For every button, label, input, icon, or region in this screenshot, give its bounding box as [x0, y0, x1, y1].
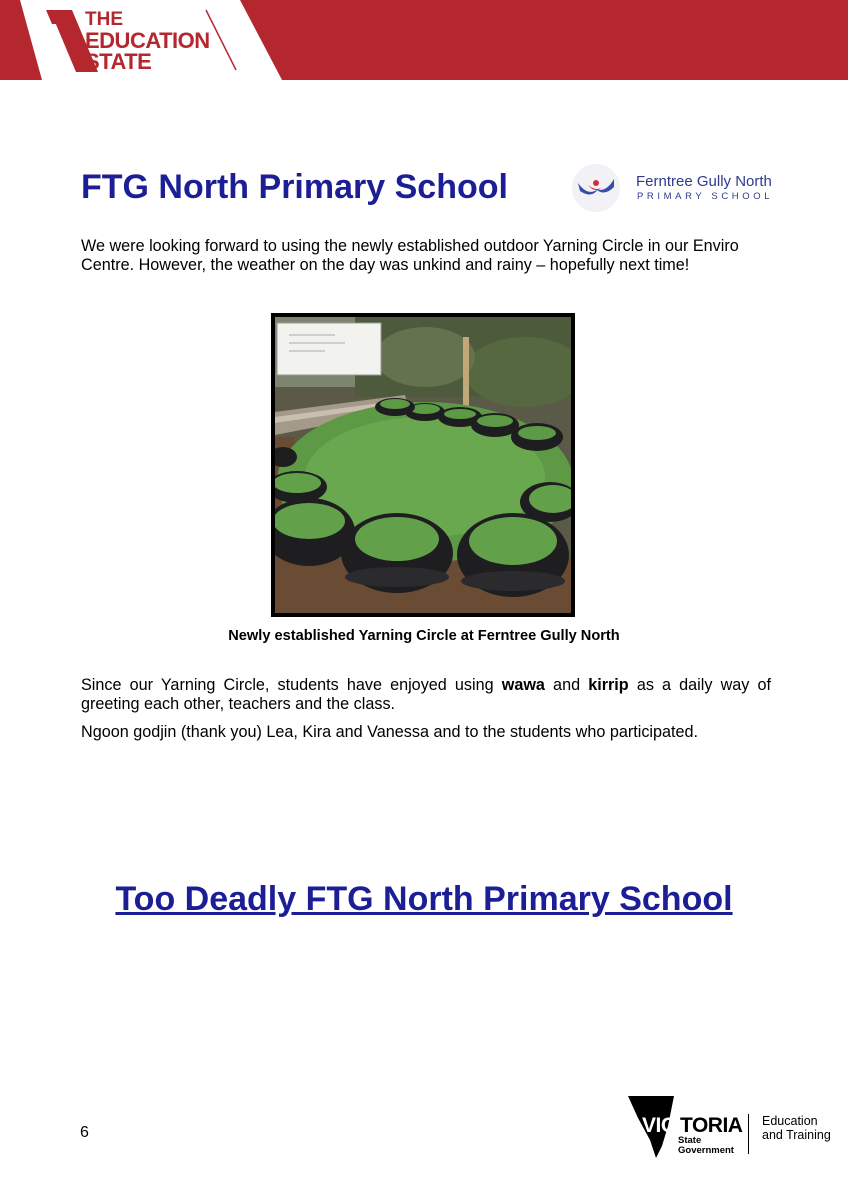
- victoria-wordmark-part2: TORIA: [680, 1114, 743, 1137]
- brand-line-2: EDUCATION: [85, 28, 210, 53]
- thanks-paragraph: Ngoon godjin (thank you) Lea, Kira and Vanessa and to the students who participated.: [81, 723, 699, 741]
- school-logo-name: Ferntree Gully North: [636, 173, 772, 190]
- school-logo: [570, 163, 780, 213]
- page-number: 6: [80, 1124, 89, 1141]
- header-banner: [0, 0, 848, 80]
- yarning-circle-illustration: [275, 317, 571, 613]
- greeting-text-mid: and: [544, 676, 589, 694]
- too-deadly-link[interactable]: Too Deadly FTG North Primary School: [115, 880, 733, 918]
- intro-paragraph: We were looking forward to using the newly established outdoor Yarning Circle in our Enviro Centre. However, the weather on the day was unkind and rainy – hopefully next time!: [81, 237, 739, 274]
- brand-line-3: STATE: [85, 49, 152, 74]
- state-government-label: [678, 1136, 734, 1156]
- state-line: State: [678, 1135, 702, 1146]
- dept-line-2: and Training: [762, 1128, 831, 1142]
- word-wawa: wawa: [501, 676, 545, 694]
- dept-line-1: Education: [762, 1114, 818, 1128]
- word-kirrip: kirrip: [588, 676, 629, 694]
- photo-caption: Newly established Yarning Circle at Ferntree Gully North: [228, 628, 620, 644]
- victoria-government-logo: [628, 1096, 838, 1162]
- logo-divider: [748, 1114, 749, 1154]
- education-state-logo: [85, 9, 210, 72]
- bird-emblem-icon: [570, 163, 626, 213]
- department-label: [762, 1114, 831, 1142]
- greeting-paragraph: [81, 676, 771, 714]
- greeting-text-start: Since our Yarning Circle, students have enjoyed using: [81, 676, 502, 694]
- page-title: FTG North Primary School: [81, 168, 508, 206]
- victoria-wordmark-part1: VIC: [642, 1114, 676, 1137]
- government-line: Government: [678, 1145, 734, 1156]
- yarning-circle-photo: [271, 313, 575, 617]
- school-logo-subtitle: PRIMARY SCHOOL: [637, 191, 774, 202]
- greeting-text-end: as a daily way of greeting each other, teachers and the class.: [81, 676, 771, 713]
- brand-line-1: THE: [85, 9, 123, 30]
